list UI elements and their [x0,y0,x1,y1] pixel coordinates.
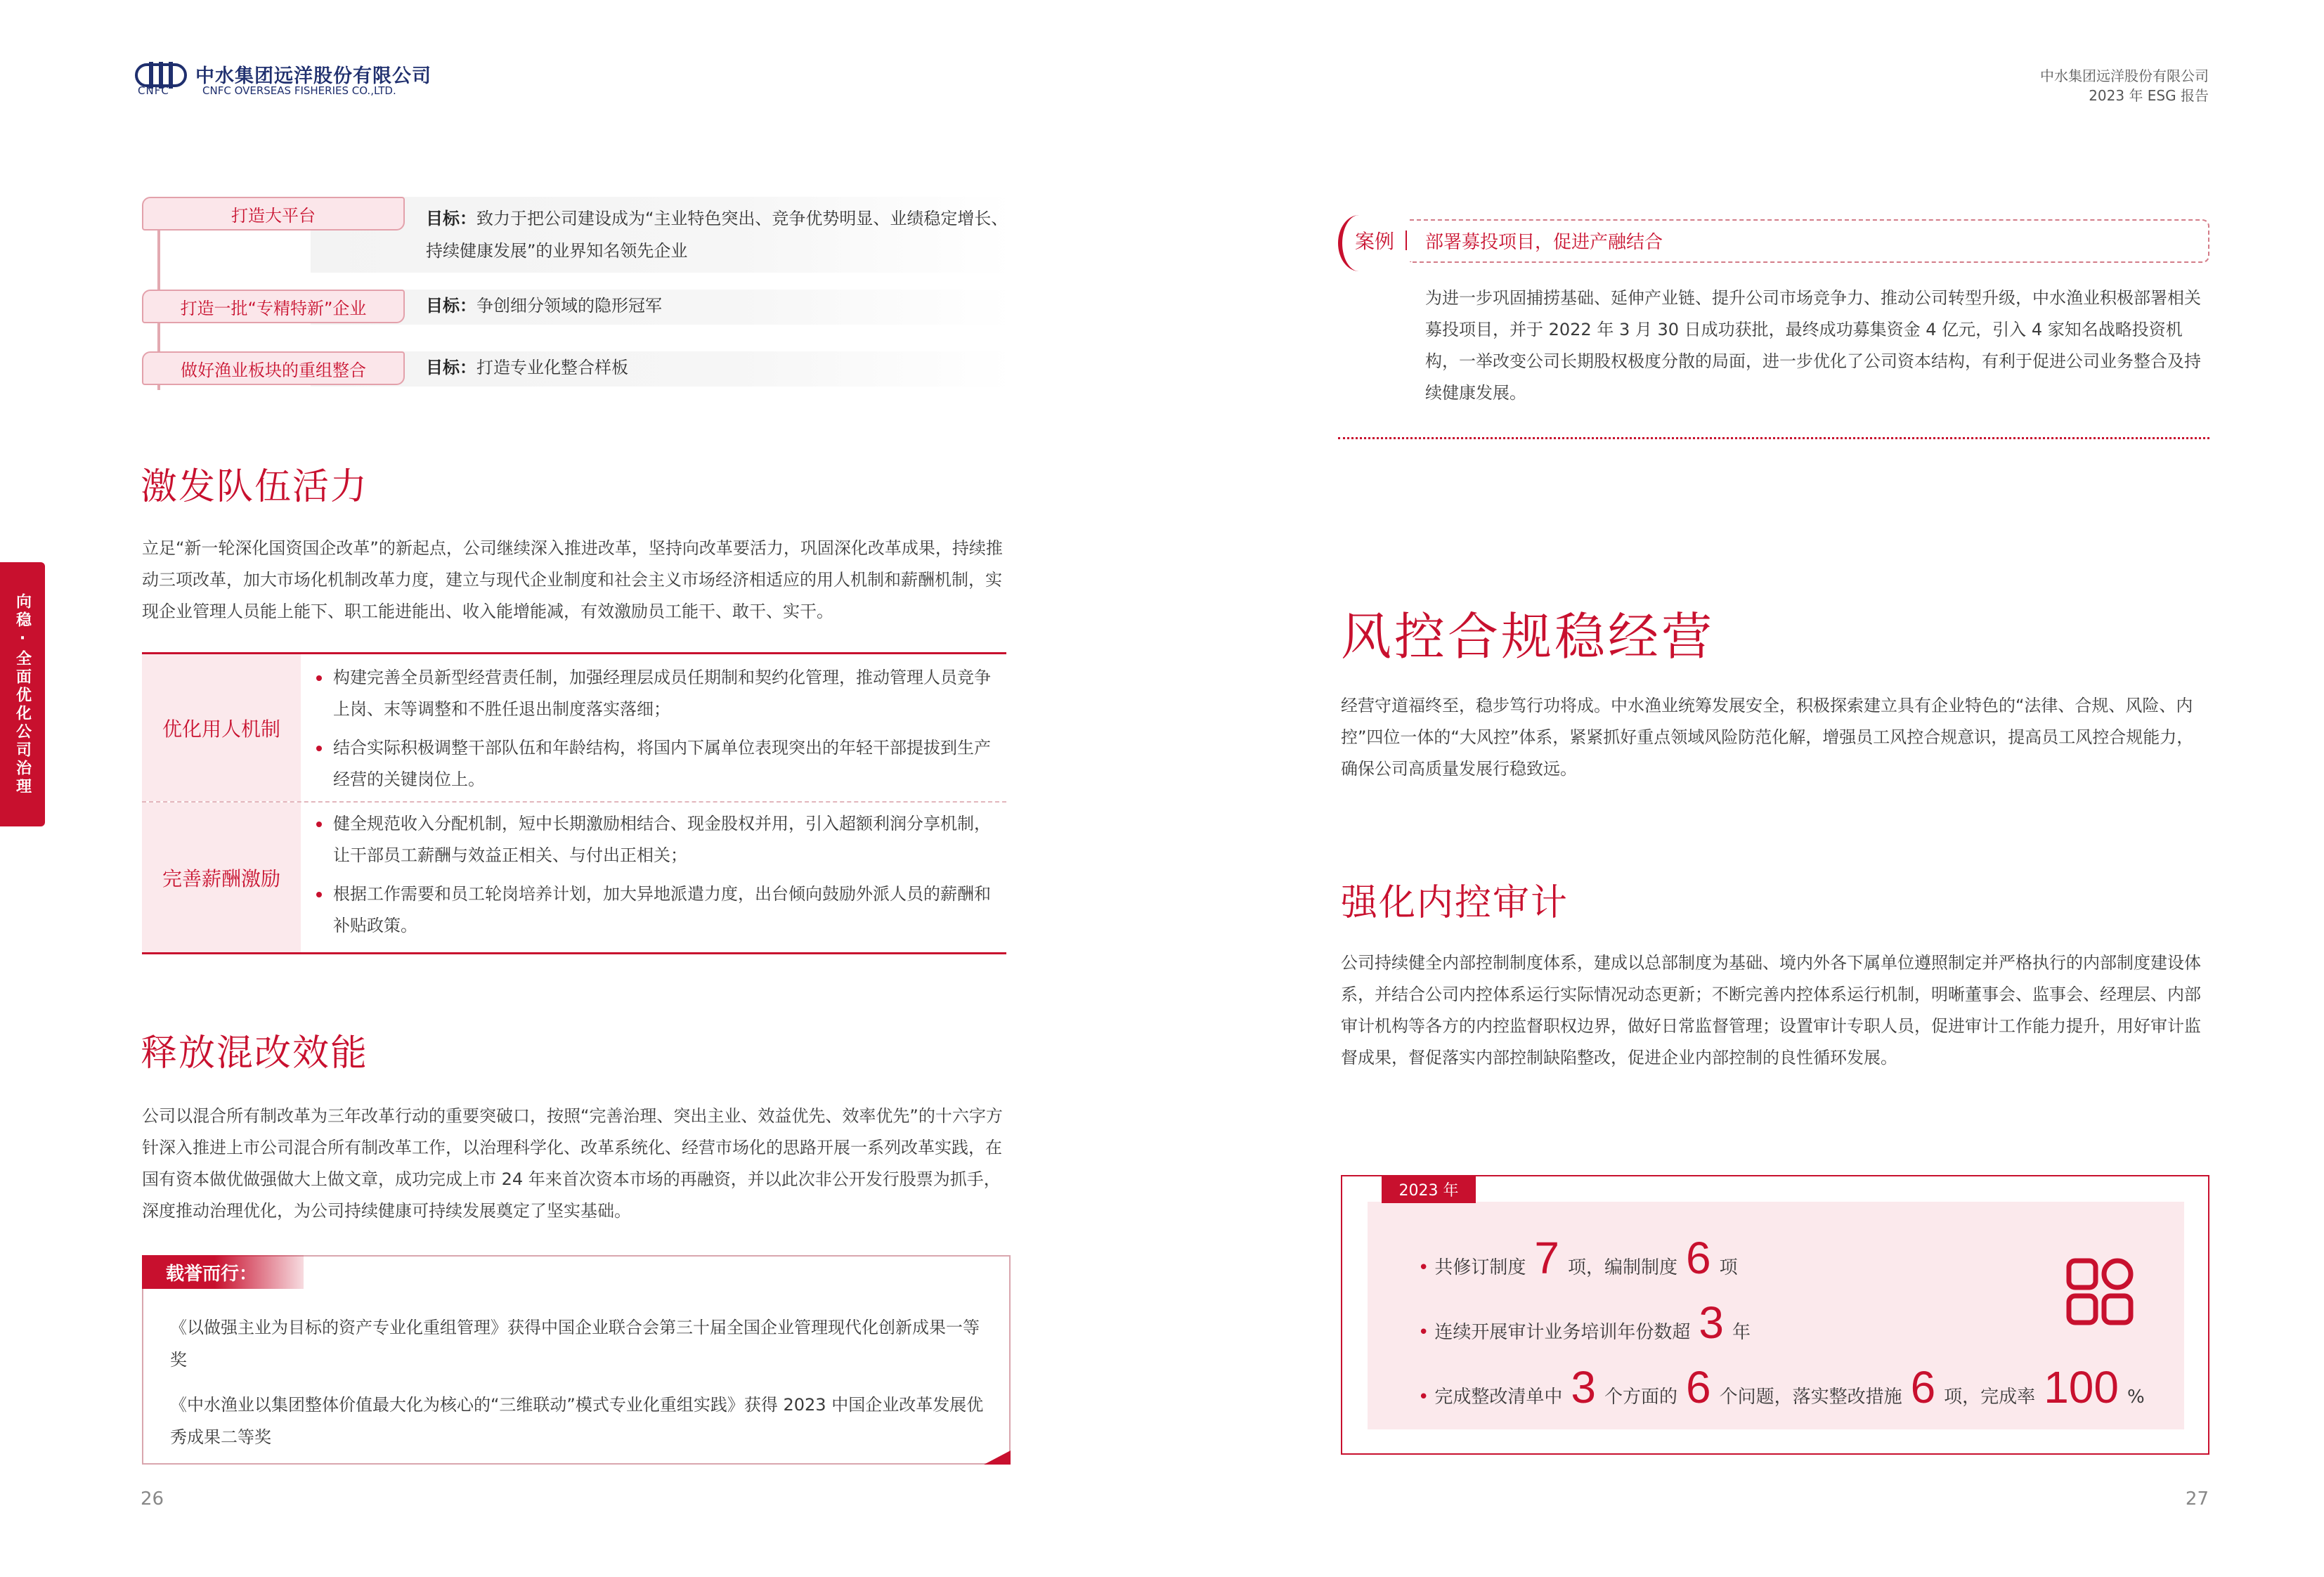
bullet: • [1418,1322,1429,1343]
table-bottom-rule [142,952,1006,954]
goal-row [142,351,1013,387]
stat-number: 7 [1534,1233,1559,1283]
stat-text: 年 [1732,1322,1751,1343]
stat-line [1418,1233,1738,1283]
section-body: 立足“新一轮深化国资国企改革”的新起点，公司继续深入推进改革，坚持向改革要活力，巩固深化改革成果，持续推动三项改革，加大市场化机制改革力度，建立与现代企业制度和社会主义市场经济相适应的用人机制和薪酬机制，实现企业管理人员能上能下、职工能进能出、收入能增能减，有效激励员工能干、敢干、实干。 [142,538,1003,621]
stats-panel [1368,1202,2184,1429]
honors-box [142,1255,1011,1465]
bullet: • [1418,1257,1429,1278]
case-body: 为进一步巩固捕捞基础、延伸产业链、提升公司市场竞争力、推动公司转型升级，中水渔业积极部署相关募投项目，并于 2022 年 3 月 30 日成功获批，最终成功募集资金 4 亿元，引入 4 家知名战略投资机构，一举改变公司长期股权极度分散的局面，进一步优化了公司资本结构，有利于促进公司业务整合及持续健康发展。 [1425,288,2201,403]
table-row-list [312,808,994,949]
stat-number: 3 [1699,1297,1724,1348]
honor-item: 《中水渔业以集团整体价值最大化为核心的“三维联动”模式专业化重组实践》获得 2023 中国企业改革发展优秀成果二等奖 [170,1395,984,1447]
grid-icon [2066,1258,2134,1325]
stat-text: 项，编制制度 [1567,1257,1677,1278]
stat-number: 100 [2044,1362,2119,1413]
logo-english-name: CNFC OVERSEAS FISHERIES CO.,LTD. [202,84,396,97]
case-title: 部署募投项目，促进产融结合 [1425,232,1663,253]
stat-number: 6 [1685,1362,1711,1413]
page-number-left: 26 [141,1488,164,1510]
list-item: 根据工作需要和员工轮岗培养计划，加大异地派遣力度，出台倾向鼓励外派人员的薪酬和补贴政策。 [312,878,994,942]
stat-number: 3 [1571,1362,1596,1413]
stat-number: 6 [1910,1362,1936,1413]
goal-row [142,197,1013,273]
header-report-title: 2023 年 ESG 报告 [2089,87,2209,104]
goal-tag: 做好渔业板块的重组整合 [142,351,405,385]
stat-text: 连续开展审计业务培训年份数超 [1434,1322,1691,1343]
section-body: 经营守道福终至，稳步笃行功将成。中水渔业统筹发展安全，积极探索建立具有企业特色的“法律、合规、风险、内控”四位一体的“大风控”体系，紧紧抓好重点领域风险防范化解，增强员工风控合规意识，提高员工风控合规能力，确保公司高质量发展行稳致远。 [1341,696,2194,779]
stat-text: % [2127,1387,2145,1408]
honors-corner-mark [984,1451,1011,1465]
case-bottom-rule [1338,437,2209,439]
stat-text: 项 [1719,1257,1738,1278]
stat-text: 个方面的 [1604,1387,1677,1408]
goal-text: 目标：致力于把公司建设成为“主业特色突出、竞争优势明显、业绩稳定增长、持续健康发展”的业界知名领先企业 [426,209,1008,261]
honor-item: 《以做强主业为目标的资产专业化重组管理》获得中国企业联合会第三十届全国企业管理现代化创新成果一等奖 [170,1318,980,1370]
goal-row [142,290,1013,325]
stat-text: 共修订制度 [1434,1257,1526,1278]
list-item: 健全规范收入分配机制，短中长期激励相结合、现金股权并用，引入超额利润分享机制，让干部员工薪酬与效益正相关、与付出正相关； [312,808,994,871]
goal-text: 目标：打造专业化整合样板 [426,358,628,377]
logo-abbr: CNFC [138,84,169,97]
case-label: 案例 [1355,230,1395,253]
section-title-team-vitality: 激发队伍活力 [141,466,369,508]
section-title-internal-audit: 强化内控审计 [1341,882,1569,924]
header-company: 中水集团远洋股份有限公司 [2040,67,2209,84]
table-row-label: 完善薪酬激励 [142,803,301,952]
goal-tag: 打造一批“专精特新”企业 [142,290,405,323]
stat-line [1418,1297,1751,1348]
stats-year-tag: 2023 年 [1382,1175,1476,1203]
stat-text: 项，完成率 [1944,1387,2036,1408]
audit-stats-box [1341,1175,2209,1455]
stat-text: 个问题，落实整改措施 [1719,1387,1902,1408]
reform-measures-table [142,652,1006,954]
logo-company-name: 中水集团远洋股份有限公司 [195,65,431,87]
stat-text: 完成整改清单中 [1434,1387,1563,1408]
table-row-label: 优化用人机制 [142,654,301,801]
section-body: 公司以混合所有制改革为三年改革行动的重要突破口，按照“完善治理、突出主业、效益优先、效率优先”的十六字方针深入推进上市公司混合所有制改革工作，以治理科学化、改革系统化、经营市场化的思路开展一系列改革实践，在国有资本做优做强做大上做文章，成功完成上市 24 年来首次资本市场的再融资，并以此次非公开发行股票为抓手，深度推动治理优化，为公司持续健康可持续发展奠定了坚实基础。 [142,1106,1003,1221]
page-number-right: 27 [2185,1488,2209,1510]
chapter-side-tab[interactable]: 向稳·全面优化公司治理 [0,562,45,826]
goal-text: 目标：争创细分领域的隐形冠军 [426,296,662,316]
bullet: • [1418,1387,1429,1408]
section-title-mixed-reform: 释放混改效能 [141,1032,369,1075]
list-item: 构建完善全员新型经营责任制，加强经理层成员任期制和契约化管理，推动管理人员竞争上岗、末等调整和不胜任退出制度落实落细； [312,662,994,725]
section-title-risk-compliance: 风控合规稳经营 [1341,607,1715,666]
stat-number: 6 [1685,1233,1711,1283]
list-item: 结合实际积极调整干部队伍和年龄结构，将国内下属单位表现突出的年轻干部提拔到生产经营的关键岗位上。 [312,732,994,796]
stat-line [1418,1362,2145,1413]
case-separator [1406,231,1407,250]
section-body: 公司持续健全内部控制制度体系，建成以总部制度为基础、境内外各下属单位遵照制定并严格执行的内部制度建设体系，并结合公司内控体系运行实际情况动态更新；不断完善内控体系运行机制，明晰董事会、监事会、经理层、内部审计机构等各方的内控监督职权边界，做好日常监督管理；设置审计专职人员，促进审计工作能力提升，用好审计监督成果，督促落实内部控制缺陷整改，促进企业内部控制的良性循环发展。 [1341,953,2201,1067]
goal-tag: 打造大平台 [142,197,405,231]
honors-tag: 载誉而行： [142,1255,304,1289]
table-row-list [312,662,994,803]
